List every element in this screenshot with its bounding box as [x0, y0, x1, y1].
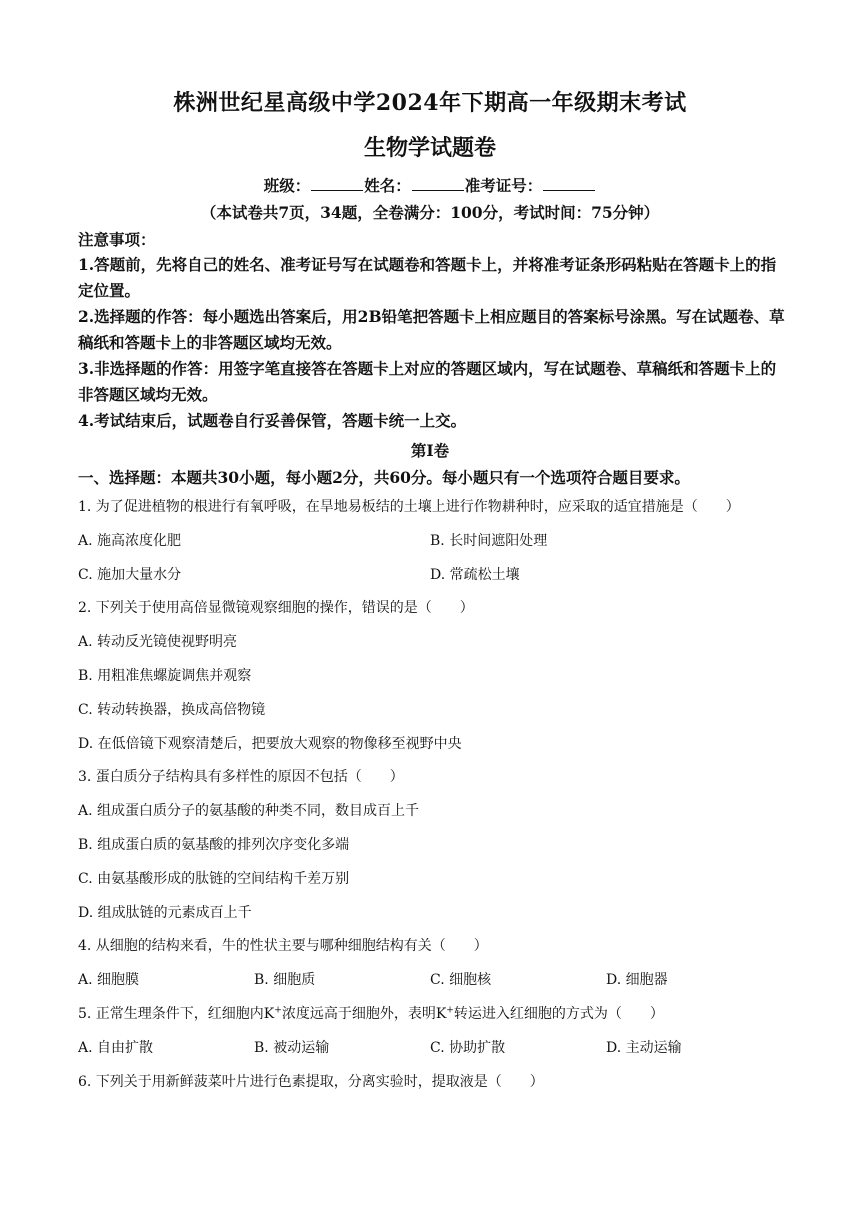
option-b: B. 长时间遮阳处理 [430, 533, 548, 549]
question-stem [78, 1003, 786, 1025]
superscript: + [274, 1005, 282, 1016]
volume-label: 第Ⅰ卷 [410, 441, 450, 460]
option-d: D. 组成肽链的元素成百上千 [78, 905, 252, 921]
option-c: C. 细胞核 [430, 972, 492, 988]
student-info-line [0, 174, 860, 196]
notes-heading: 注意事项： [78, 230, 156, 249]
exam-title: 株洲世纪星高级中学2024年下期高一年级期末考试 [173, 90, 687, 116]
option-b: B. 被动运输 [254, 1040, 330, 1056]
name-blank[interactable] [412, 176, 464, 191]
question-stem: 6. 下列关于用新鲜菠菜叶片进行色素提取，分离实验时，提取液是（ ） [78, 1074, 544, 1090]
option-c: C. 施加大量水分 [78, 567, 182, 583]
note-item: 3.非选择题的作答：用签字笔直接答在答题卡上对应的答题区域内，写在试题卷、草稿纸和答题卡上的非答题区域均无效。 [78, 359, 777, 404]
section-title: 一、选择题：本题共30小题，每小题2分，共60分。每小题只有一个选项符合题目要求。 [78, 468, 690, 487]
option-d: D. 主动运输 [606, 1040, 682, 1056]
question-stem: 2. 下列关于使用高倍显微镜观察细胞的操作，错误的是（ ） [78, 600, 474, 616]
option-a: A. 组成蛋白质分子的氨基酸的种类不同，数目成百上千 [78, 803, 420, 819]
exam-id-blank[interactable] [543, 176, 595, 191]
option-a: A. 施高浓度化肥 [78, 533, 182, 549]
option-b: B. 用粗准焦螺旋调焦并观察 [78, 668, 252, 684]
exam-id-label: 准考证号： [464, 176, 543, 195]
question-stem: 3. 蛋白质分子结构具有多样性的原因不包括（ ） [78, 769, 404, 785]
class-blank[interactable] [311, 176, 363, 191]
option-b: B. 组成蛋白质的氨基酸的排列次序变化多端 [78, 837, 350, 853]
option-c: C. 由氨基酸形成的肽链的空间结构千差万别 [78, 871, 350, 887]
stem-part: 浓度远高于细胞外，表明K [281, 1006, 447, 1022]
option-c: C. 协助扩散 [430, 1040, 506, 1056]
superscript: + [446, 1005, 454, 1016]
note-item: 4.考试结束后，试题卷自行妥善保管，答题卡统一上交。 [78, 411, 467, 430]
option-d: D. 在低倍镜下观察清楚后，把要放大观察的物像移至视野中央 [78, 736, 462, 752]
stem-part: 转运进入红细胞的方式为（ ） [453, 1006, 664, 1022]
option-d: D. 细胞器 [606, 972, 668, 988]
class-label: 班级： [263, 176, 311, 195]
option-d: D. 常疏松土壤 [430, 567, 520, 583]
option-a: A. 自由扩散 [78, 1040, 154, 1056]
question-stem: 1. 为了促进植物的根进行有氧呼吸，在旱地易板结的土壤上进行作物耕种时，应采取的适宜措施是（ ） [78, 499, 740, 515]
stem-part: 5. 正常生理条件下，红细胞内K [78, 1006, 275, 1022]
name-label: 姓名： [364, 176, 411, 195]
exam-info: （本试卷共7页，34题，全卷满分：100分，考试时间：75分钟） [200, 203, 660, 222]
option-b: B. 细胞质 [254, 972, 316, 988]
option-a: A. 转动反光镜使视野明亮 [78, 634, 238, 650]
option-c: C. 转动转换器，换成高倍物镜 [78, 702, 266, 718]
question-stem: 4. 从细胞的结构来看，牛的性状主要与哪种细胞结构有关（ ） [78, 938, 488, 954]
note-item: 2.选择题的作答：每小题选出答案后，用2B铅笔把答题卡上相应题目的答案标号涂黑。写在试题卷、草稿纸和答题卡上的非答题区域均无效。 [78, 307, 785, 352]
exam-subtitle: 生物学试题卷 [363, 135, 496, 161]
option-a: A. 细胞膜 [78, 972, 140, 988]
note-item: 1.答题前，先将自己的姓名、准考证号写在试题卷和答题卡上，并将准考证条形码粘贴在答题卡上的指定位置。 [78, 255, 777, 300]
